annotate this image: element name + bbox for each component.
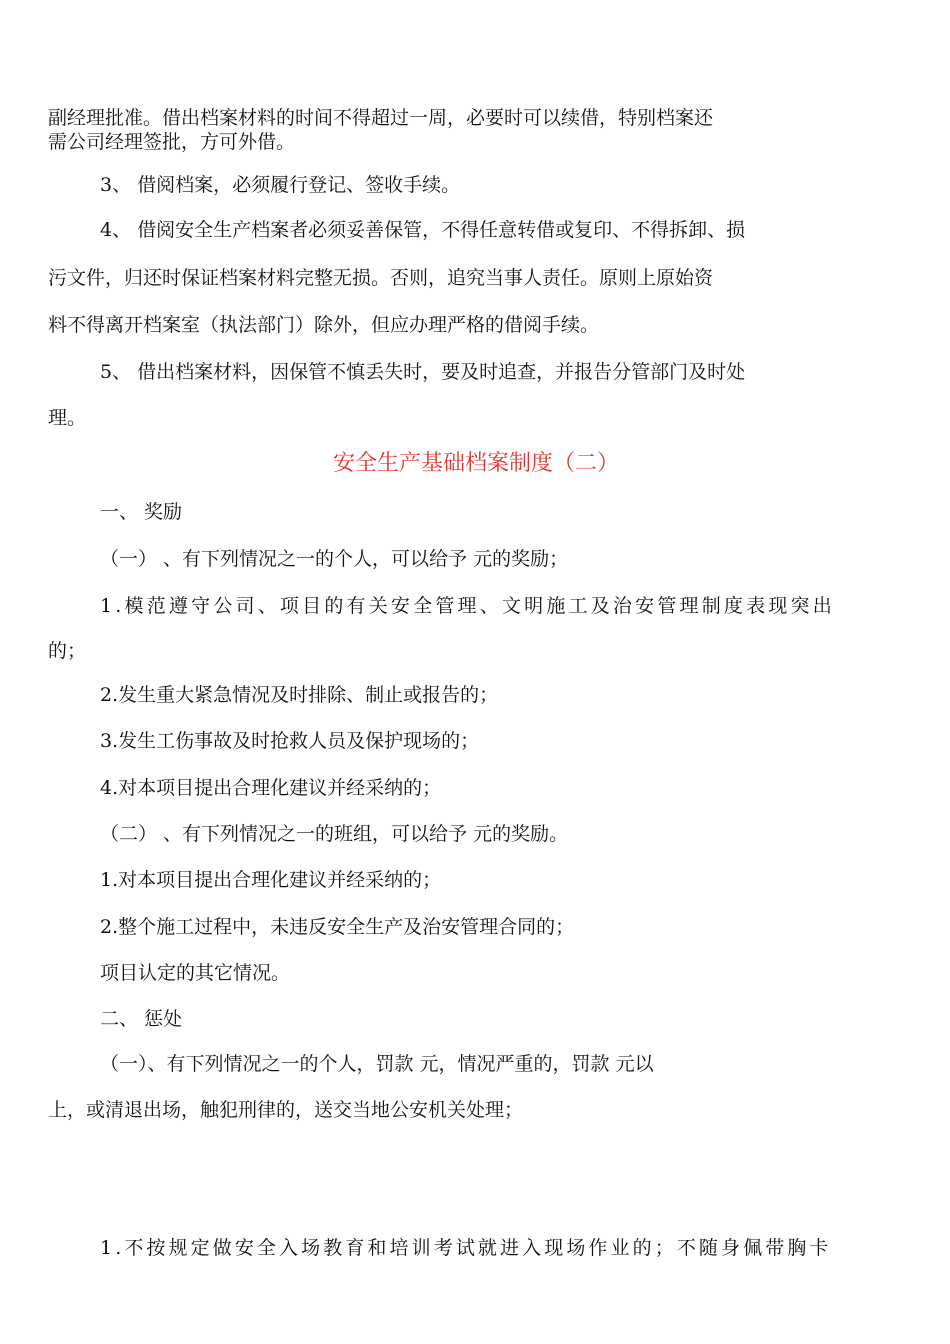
list-item: 1.模范遵守公司、项目的有关安全管理、文明施工及治安管理制度表现突出 — [100, 595, 835, 617]
list-item: 1.对本项目提出合理化建议并经采纳的； — [100, 869, 442, 891]
paragraph-line: 需公司经理签批，方可外借。 — [48, 131, 296, 153]
paragraph-line: 的； — [48, 640, 87, 662]
list-item: 2.发生重大紧急情况及时排除、制止或报告的； — [100, 684, 499, 706]
list-item-5: 5、 借出档案材料，因保管不慎丢失时，要及时追查，并报告分管部门及时处 — [100, 361, 746, 383]
list-item: 1.不按规定做安全入场教育和培训考试就进入现场作业的；不随身佩带胸卡 — [100, 1237, 832, 1259]
subsection-heading: （一） 、有下列情况之一的个人，可以给予 元的奖励； — [100, 548, 569, 570]
section-title: 安全生产基础档案制度（二） — [333, 451, 620, 476]
paragraph-line: 上，或清退出场，触犯刑律的，送交当地公安机关处理； — [48, 1099, 524, 1121]
list-item: 3.发生工伤事故及时抢救人员及保护现场的； — [100, 730, 480, 752]
paragraph-line: 副经理批准。借出档案材料的时间不得超过一周，必要时可以续借，特别档案还 — [48, 107, 714, 129]
list-item-3: 3、 借阅档案，必须履行登记、签收手续。 — [100, 174, 461, 196]
section-heading-rewards: 一、 奖励 — [100, 501, 183, 523]
subsection-heading: （二） 、有下列情况之一的班组，可以给予 元的奖励。 — [100, 823, 569, 845]
paragraph-line: 理。 — [48, 407, 87, 429]
section-heading-penalties: 二、 惩处 — [100, 1008, 183, 1030]
paragraph-line: 污文件，归还时保证档案材料完整无损。否则，追究当事人责任。原则上原始资 — [48, 267, 714, 289]
subsection-heading: （一）、有下列情况之一的个人，罚款 元，情况严重的，罚款 元以 — [100, 1053, 654, 1075]
list-item: 4.对本项目提出合理化建议并经采纳的； — [100, 777, 442, 799]
list-item: 2.整个施工过程中，未违反安全生产及治安管理合同的； — [100, 916, 575, 938]
paragraph-line: 料不得离开档案室（执法部门）除外，但应办理严格的借阅手续。 — [48, 314, 600, 336]
paragraph-line: 项目认定的其它情况。 — [100, 962, 291, 984]
list-item-4: 4、 借阅安全生产档案者必须妥善保管，不得任意转借或复印、不得拆卸、损 — [100, 219, 746, 241]
